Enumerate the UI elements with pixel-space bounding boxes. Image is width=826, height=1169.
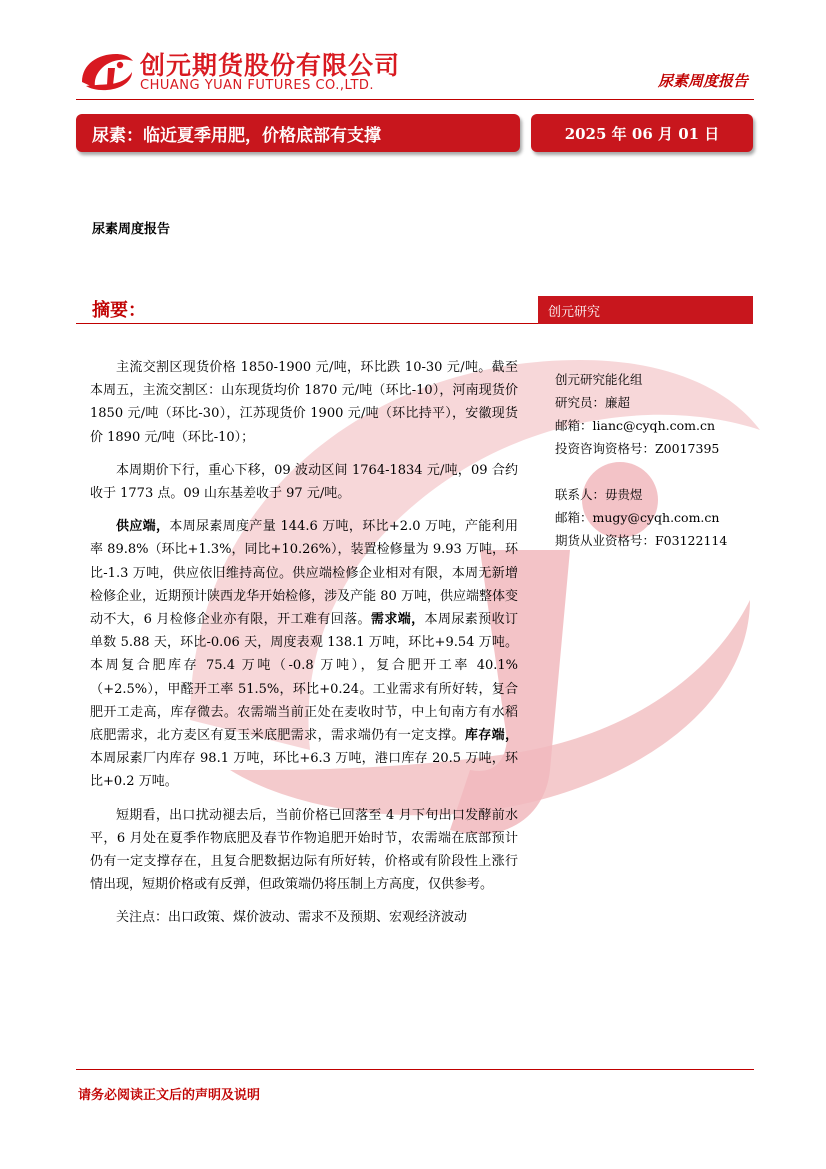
contact-certificate: 期货从业资格号：F03122114 (555, 533, 728, 548)
analyst-info (555, 368, 755, 552)
footer-divider (76, 1069, 754, 1070)
abstract-paragraph-fundamentals (90, 515, 518, 793)
supply-text: 本周尿素周度产量 144.6 万吨，环比+2.0 万吨，产能利用率 89.8%（环比+1.3%，同比+10.26%），装置检修量为 9.93 万吨，环比-1.3 万吨，供应依旧维持高位。供应端检修企业相对有限，本周无新增检修企业，近期预计陕西龙华开始检修，涉及产能 80 万吨，供应端整体变动不大，6 月检修企业亦有限，开工难有回落。 (90, 519, 518, 628)
brand-name-cn: 创元期货股份有限公司 (140, 51, 401, 80)
abstract-paragraph-watch-points: 关注点：出口政策、煤价波动、需求不及预期、宏观经济波动 (116, 910, 468, 926)
researcher-name: 研究员：廉超 (555, 395, 631, 410)
demand-label: 需求端， (370, 612, 425, 628)
abstract-body (90, 356, 518, 940)
abstract-paragraph-spot-price: 主流交割区现货价格 1850-1900 元/吨，环比跌 10-30 元/吨。截至本周五，主流交割区：山东现货均价 1870 元/吨（环比-10），河南现货价 1850 元/吨（环比-30），江苏现货价 1900 元/吨（环比持平），安徽现货价 1890 元/吨（环比-10）； (90, 360, 518, 445)
abstract-paragraph-outlook: 短期看，出口扰动褪去后，当前价格已回落至 4 月下旬出口发酵前水平，6 月处在夏季作物底肥及春节作物追肥开始时节，农需端在底部预计仍有一定支撑存在，且复合肥数据边际有所好转，价格或有阶段性上涨行情出现，短期价格或有反弹，但政策端仍将压制上方高度，仅供参考。 (90, 807, 518, 893)
abstract-divider (76, 323, 538, 324)
brand-name-en: CHUANG YUAN FUTURES CO.,LTD. (140, 78, 375, 93)
contact-email[interactable]: 邮箱：mugy@cyqh.com.cn (555, 510, 720, 525)
supply-label: 供应端， (116, 519, 170, 535)
header-report-tag: 尿素周度报告 (657, 72, 748, 90)
abstract-paragraph-futures: 本周期价下行，重心下移，09 波动区间 1764-1834 元/吨，09 合约收于 1773 点。09 山东基差收于 97 元/吨。 (90, 462, 518, 502)
abstract-heading: 摘要： (92, 300, 146, 321)
report-date: 2025 年 06 月 01 日 (531, 114, 753, 152)
research-group: 创元研究能化组 (555, 372, 643, 387)
inventory-text: 本周尿素厂内库存 98.1 万吨，环比+6.3 万吨，港口库存 20.5 万吨，环比+0.2 万吨。 (90, 751, 518, 790)
footer-disclaimer: 请务必阅读正文后的声明及说明 (78, 1088, 261, 1103)
company-logo-icon (80, 52, 134, 92)
report-title: 尿素：临近夏季用肥，价格底部有支撑 (76, 114, 520, 152)
inventory-label: 库存端， (464, 728, 518, 744)
contact-name: 联系人：毋贵煜 (555, 487, 643, 502)
demand-text: 本周尿素预收订单数 5.88 天，环比-0.06 天，周度表观 138.1 万吨，环比+9.54 万吨。本周复合肥库存 75.4 万吨（-0.8 万吨），复合肥开工率 40.1%（+2.5%），甲醛开工率 51.5%，环比+0.24。工业需求有所好转，复合肥开工走高，库存微去。农需端当前正处在麦收时节，中上旬南方有水稻底肥需求，北方麦区有夏玉米底肥需求，需求端仍有一定支撑。 (90, 612, 518, 744)
header-divider (76, 99, 754, 100)
researcher-certificate: 投资咨询资格号：Z0017395 (555, 441, 720, 456)
sidebar-heading: 创元研究 (538, 296, 753, 324)
report-type-label: 尿素周度报告 (92, 222, 171, 237)
researcher-email[interactable]: 邮箱：lianc@cyqh.com.cn (555, 418, 715, 433)
